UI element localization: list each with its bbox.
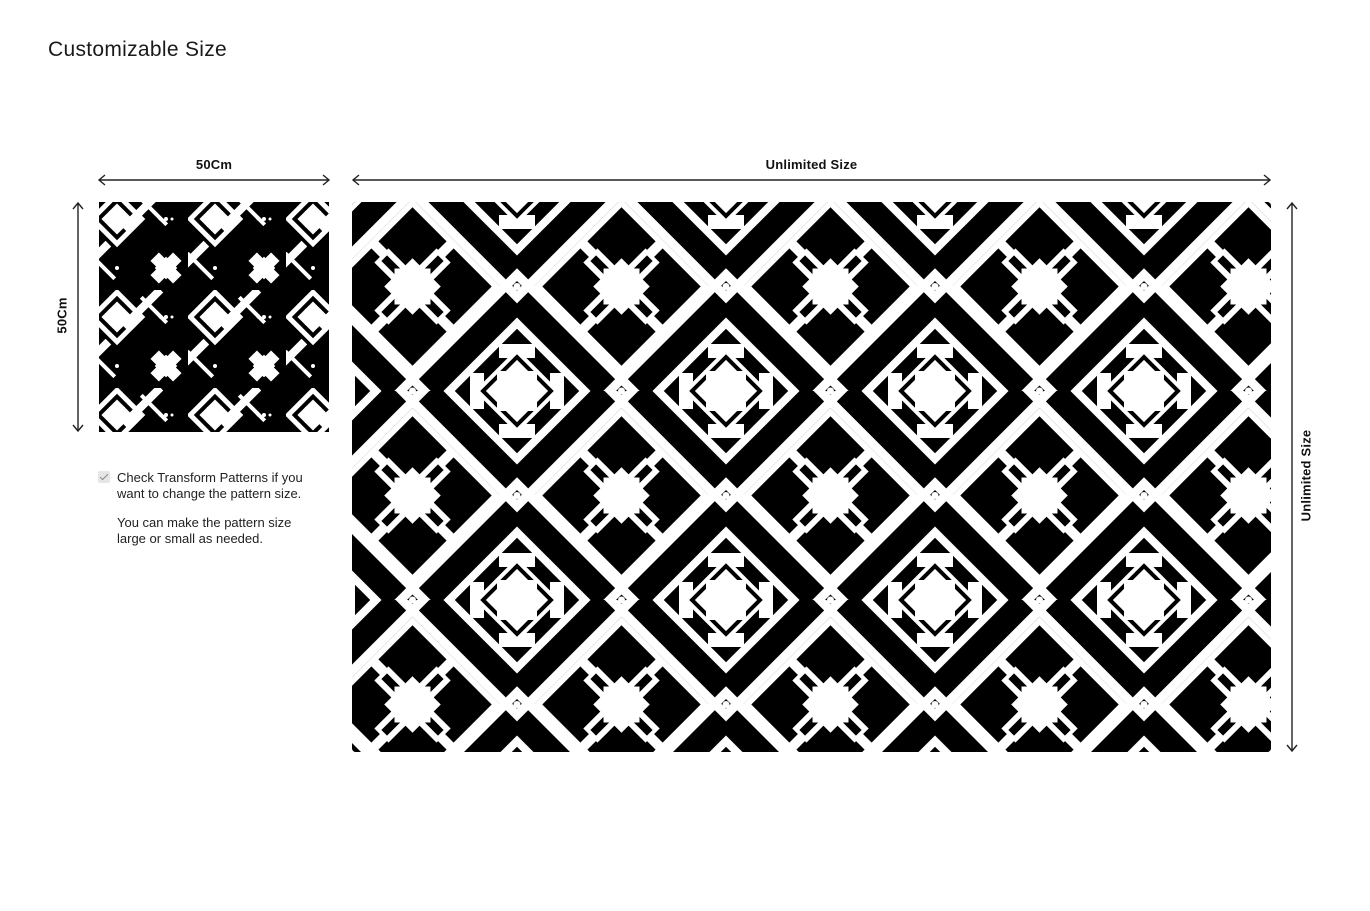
full-pattern-graphic: [352, 202, 1271, 752]
note-line-1: Check Transform Patterns if you want to change the pattern size.: [117, 470, 303, 501]
transform-note: [98, 470, 308, 560]
full-width-label: Unlimited Size: [765, 157, 858, 172]
sample-pattern-tile: [99, 202, 329, 432]
page-title: Customizable Size: [48, 38, 228, 61]
sample-height-label: 50Cm: [54, 297, 70, 334]
checkbox-icon[interactable]: [98, 471, 110, 483]
full-width-arrow: [352, 174, 1271, 186]
full-pattern-preview: [352, 202, 1271, 752]
full-height-label: Unlimited Size: [1298, 429, 1314, 522]
sample-pattern-graphic: [99, 202, 329, 432]
note-line-2: You can make the pattern size large or small as needed.: [117, 515, 292, 546]
full-height-arrow: [1286, 202, 1298, 752]
sample-height-arrow: [72, 202, 84, 432]
sample-width-label: 50Cm: [195, 157, 233, 172]
sample-width-arrow: [98, 174, 330, 186]
